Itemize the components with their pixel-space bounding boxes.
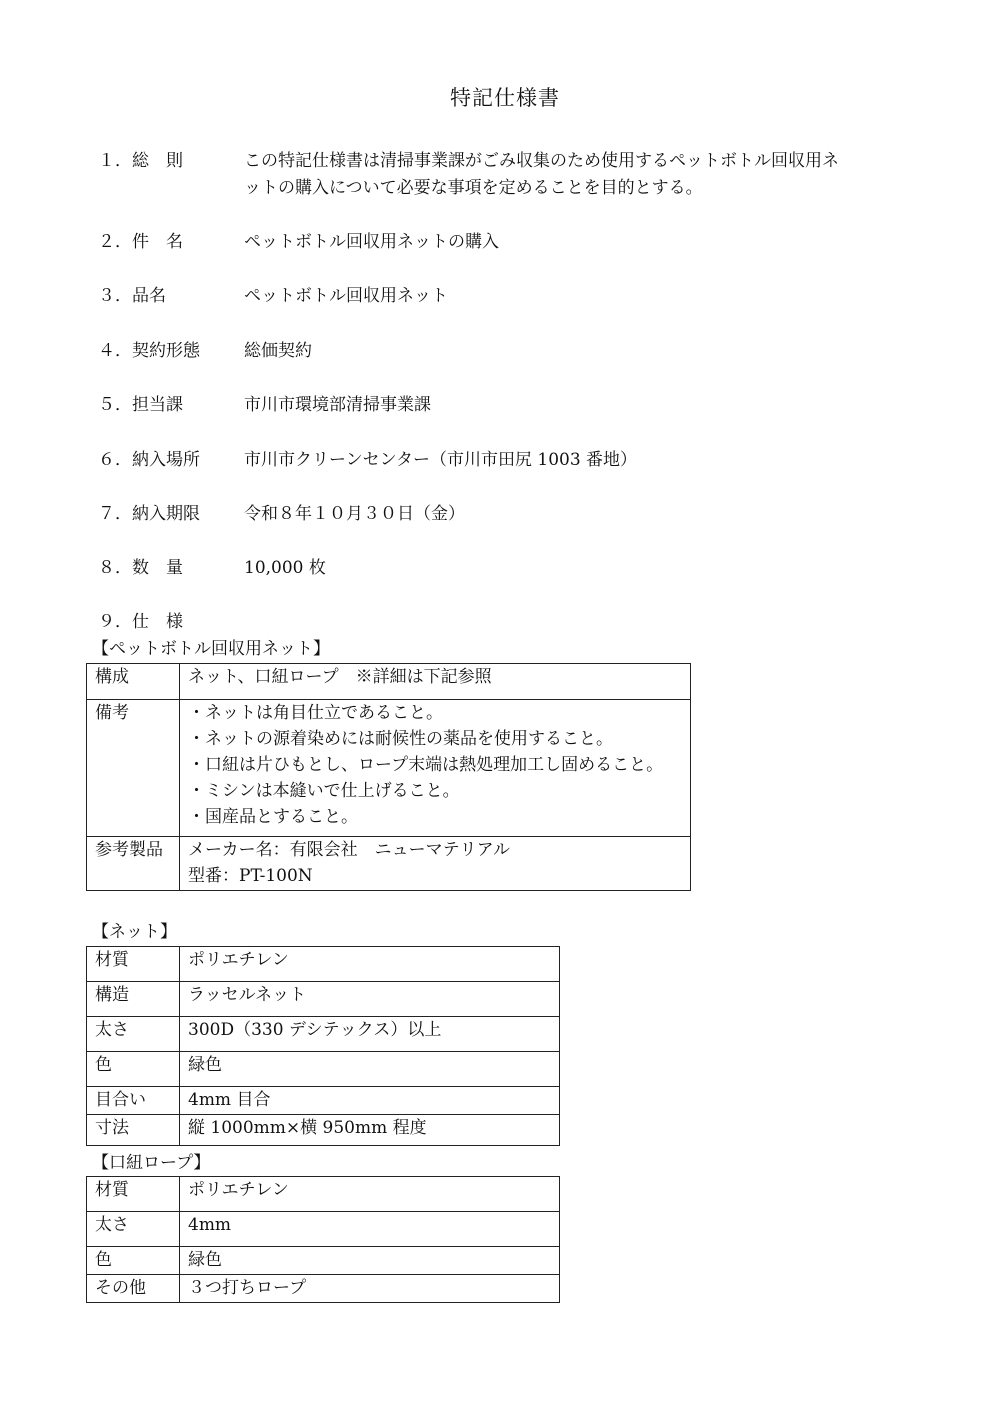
row-label: その他 [87,1275,180,1303]
row-value-line: ・国産品とすること。 [188,807,358,827]
row-value: ポリエチレン [180,1177,560,1212]
row-value-line: メーカー名：有限会社 ニューマテリアル [188,840,510,860]
table-row [87,1115,560,1146]
section-number: ８．数 量 [98,558,183,578]
table-row [87,947,560,982]
table-row [87,664,691,700]
section-number: ４．契約形態 [98,341,200,361]
row-value [180,837,691,891]
row-value: 4mm [180,1212,560,1247]
section-text-line: ットの購入について必要な事項を定めることを目的とする。 [244,178,703,198]
section-text-line: この特記仕様書は清掃事業課がごみ収集のため使用するペットボトル回収用ネ [244,151,839,171]
row-value: ポリエチレン [180,947,560,982]
row-value: 緑色 [180,1247,560,1275]
table-row [87,700,691,837]
section-number: ６．納入場所 [98,450,200,470]
row-label: 参考製品 [87,837,180,891]
table-row [87,1087,560,1115]
table-row [87,1052,560,1087]
table-row [87,1275,560,1303]
section-text-line: 令和８年１０月３０日（金） [244,504,465,524]
section-text-line: 市川市環境部清掃事業課 [244,395,431,415]
row-value-line: 型番：PT-100N [188,866,313,886]
spec-table-net [86,946,560,1146]
table-heading: 【ペットボトル回収用ネット】 [92,639,330,659]
row-label: 太さ [87,1212,180,1247]
row-label: 寸法 [87,1115,180,1146]
row-label: 備考 [87,700,180,837]
row-value [180,664,691,700]
section-number: ５．担当課 [98,395,183,415]
row-label: 構成 [87,664,180,700]
row-label: 材質 [87,1177,180,1212]
spec-table-pet-net [86,663,691,891]
row-label: 色 [87,1247,180,1275]
row-value: 緑色 [180,1052,560,1087]
table-heading: 【ネット】 [92,922,177,942]
row-value [180,700,691,837]
row-label: 太さ [87,1017,180,1052]
row-label: 目合い [87,1087,180,1115]
table-row [87,1017,560,1052]
row-value: ３つ打ちロープ [180,1275,560,1303]
table-row [87,1177,560,1212]
document-title: 特記仕様書 [450,86,560,110]
table-row [87,1212,560,1247]
section-text-line: 10,000 枚 [244,558,326,578]
row-value: 300D（330 デシテックス）以上 [180,1017,560,1052]
section-text-line: ペットボトル回収用ネットの購入 [244,232,499,252]
table-row [87,1247,560,1275]
row-label: 材質 [87,947,180,982]
table-heading: 【口紐ロープ】 [92,1153,211,1173]
table-row [87,982,560,1017]
spec-table-rope [86,1176,560,1303]
row-value: 縦 1000mm×横 950mm 程度 [180,1115,560,1146]
section-number: ２．件 名 [98,232,183,252]
row-value-line: ・口紐は片ひもとし、ロープ末端は熱処理加工し固めること。 [188,755,664,775]
row-value: 4mm 目合 [180,1087,560,1115]
table-row [87,837,691,891]
section-text-line: 市川市クリーンセンター（市川市田尻 1003 番地） [244,450,638,470]
row-value-line: ・ネットの源着染めには耐候性の薬品を使用すること。 [188,729,613,749]
section-number: ３．品名 [98,286,166,306]
row-value-line: ・ミシンは本縫いで仕上げること。 [188,781,460,801]
row-value-line: ネット、口紐ロープ ※詳細は下記参照 [188,667,492,687]
section-number: １．総 則 [98,151,183,171]
section-text-line: ペットボトル回収用ネット [244,286,448,306]
row-value-line: ・ネットは角目仕立であること。 [188,703,443,723]
section-text-line: 総価契約 [244,341,312,361]
row-label: 色 [87,1052,180,1087]
row-value: ラッセルネット [180,982,560,1017]
row-label: 構造 [87,982,180,1017]
section-number: ７．納入期限 [98,504,200,524]
section-number: ９．仕 様 [98,612,183,632]
